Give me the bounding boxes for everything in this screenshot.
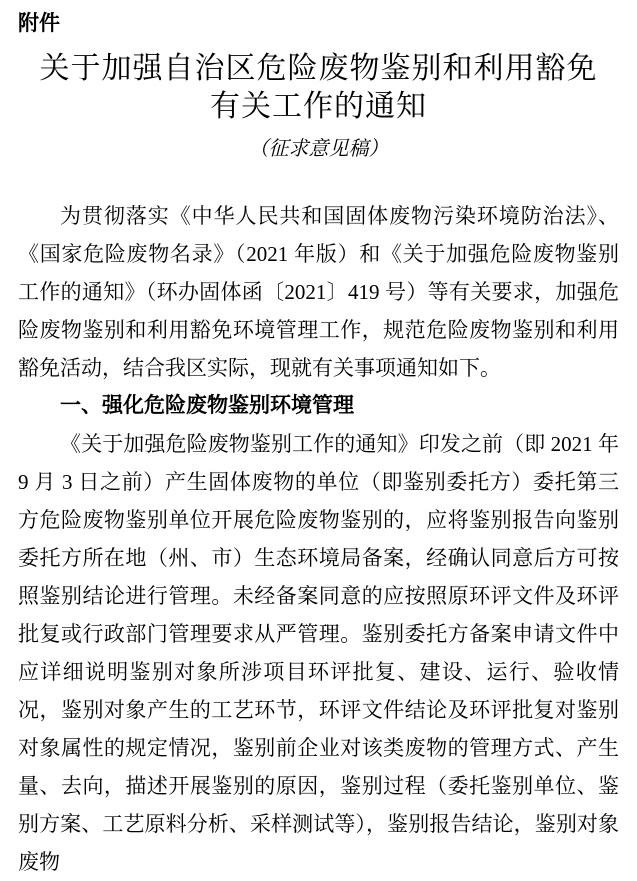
- paragraph-intro: 为贯彻落实《中华人民共和国固体废物污染环境防治法》、《国家危险废物名录》（2021 年版）和《关于加强危险废物鉴别工作的通知》（环办固体函〔2021〕419 号）等有关要求，加强危险废物鉴别和利用豁免环境管理工作，规范危险废物鉴别和利用豁免活动，结合我区实际，现就有关事项通知如下。: [18, 204, 619, 380]
- section-heading-1: 一、强化危险废物鉴别环境管理: [60, 394, 354, 417]
- document-body: [18, 197, 619, 881]
- paragraph-section-1-body: 《关于加强危险废物鉴别工作的通知》印发之前（即 2021 年 9 月 3 日之前）产生固体废物的单位（即鉴别委托方）委托第三方危险废物鉴别单位开展危险废物鉴别的，应将鉴别报告向鉴别委托方所在地（州、市）生态环境局备案，经确认同意后方可按照鉴别结论进行管理。未经备案同意的应按照原环评文件及环评批复或行政部门管理要求从严管理。鉴别委托方备案申请文件中应详细说明鉴别对象所涉项目环评批复、建设、运行、验收情况，鉴别对象产生的工艺环节，环评文件结论及环评批复对鉴别对象属性的规定情况，鉴别前企业对该类废物的管理方式、产生量、去向，描述开展鉴别的原因，鉴别过程（委托鉴别单位、鉴别方案、工艺原料分析、采样测试等），鉴别报告结论，鉴别对象废物: [18, 432, 619, 874]
- document-title-line-1: 关于加强自治区危险废物鉴别和利用豁免: [39, 52, 598, 85]
- document-subtitle: （征求意见稿）: [248, 138, 389, 160]
- attachment-label: 附件: [18, 12, 60, 35]
- document-title: [18, 50, 619, 126]
- document-title-line-2: 有关工作的通知: [210, 90, 427, 123]
